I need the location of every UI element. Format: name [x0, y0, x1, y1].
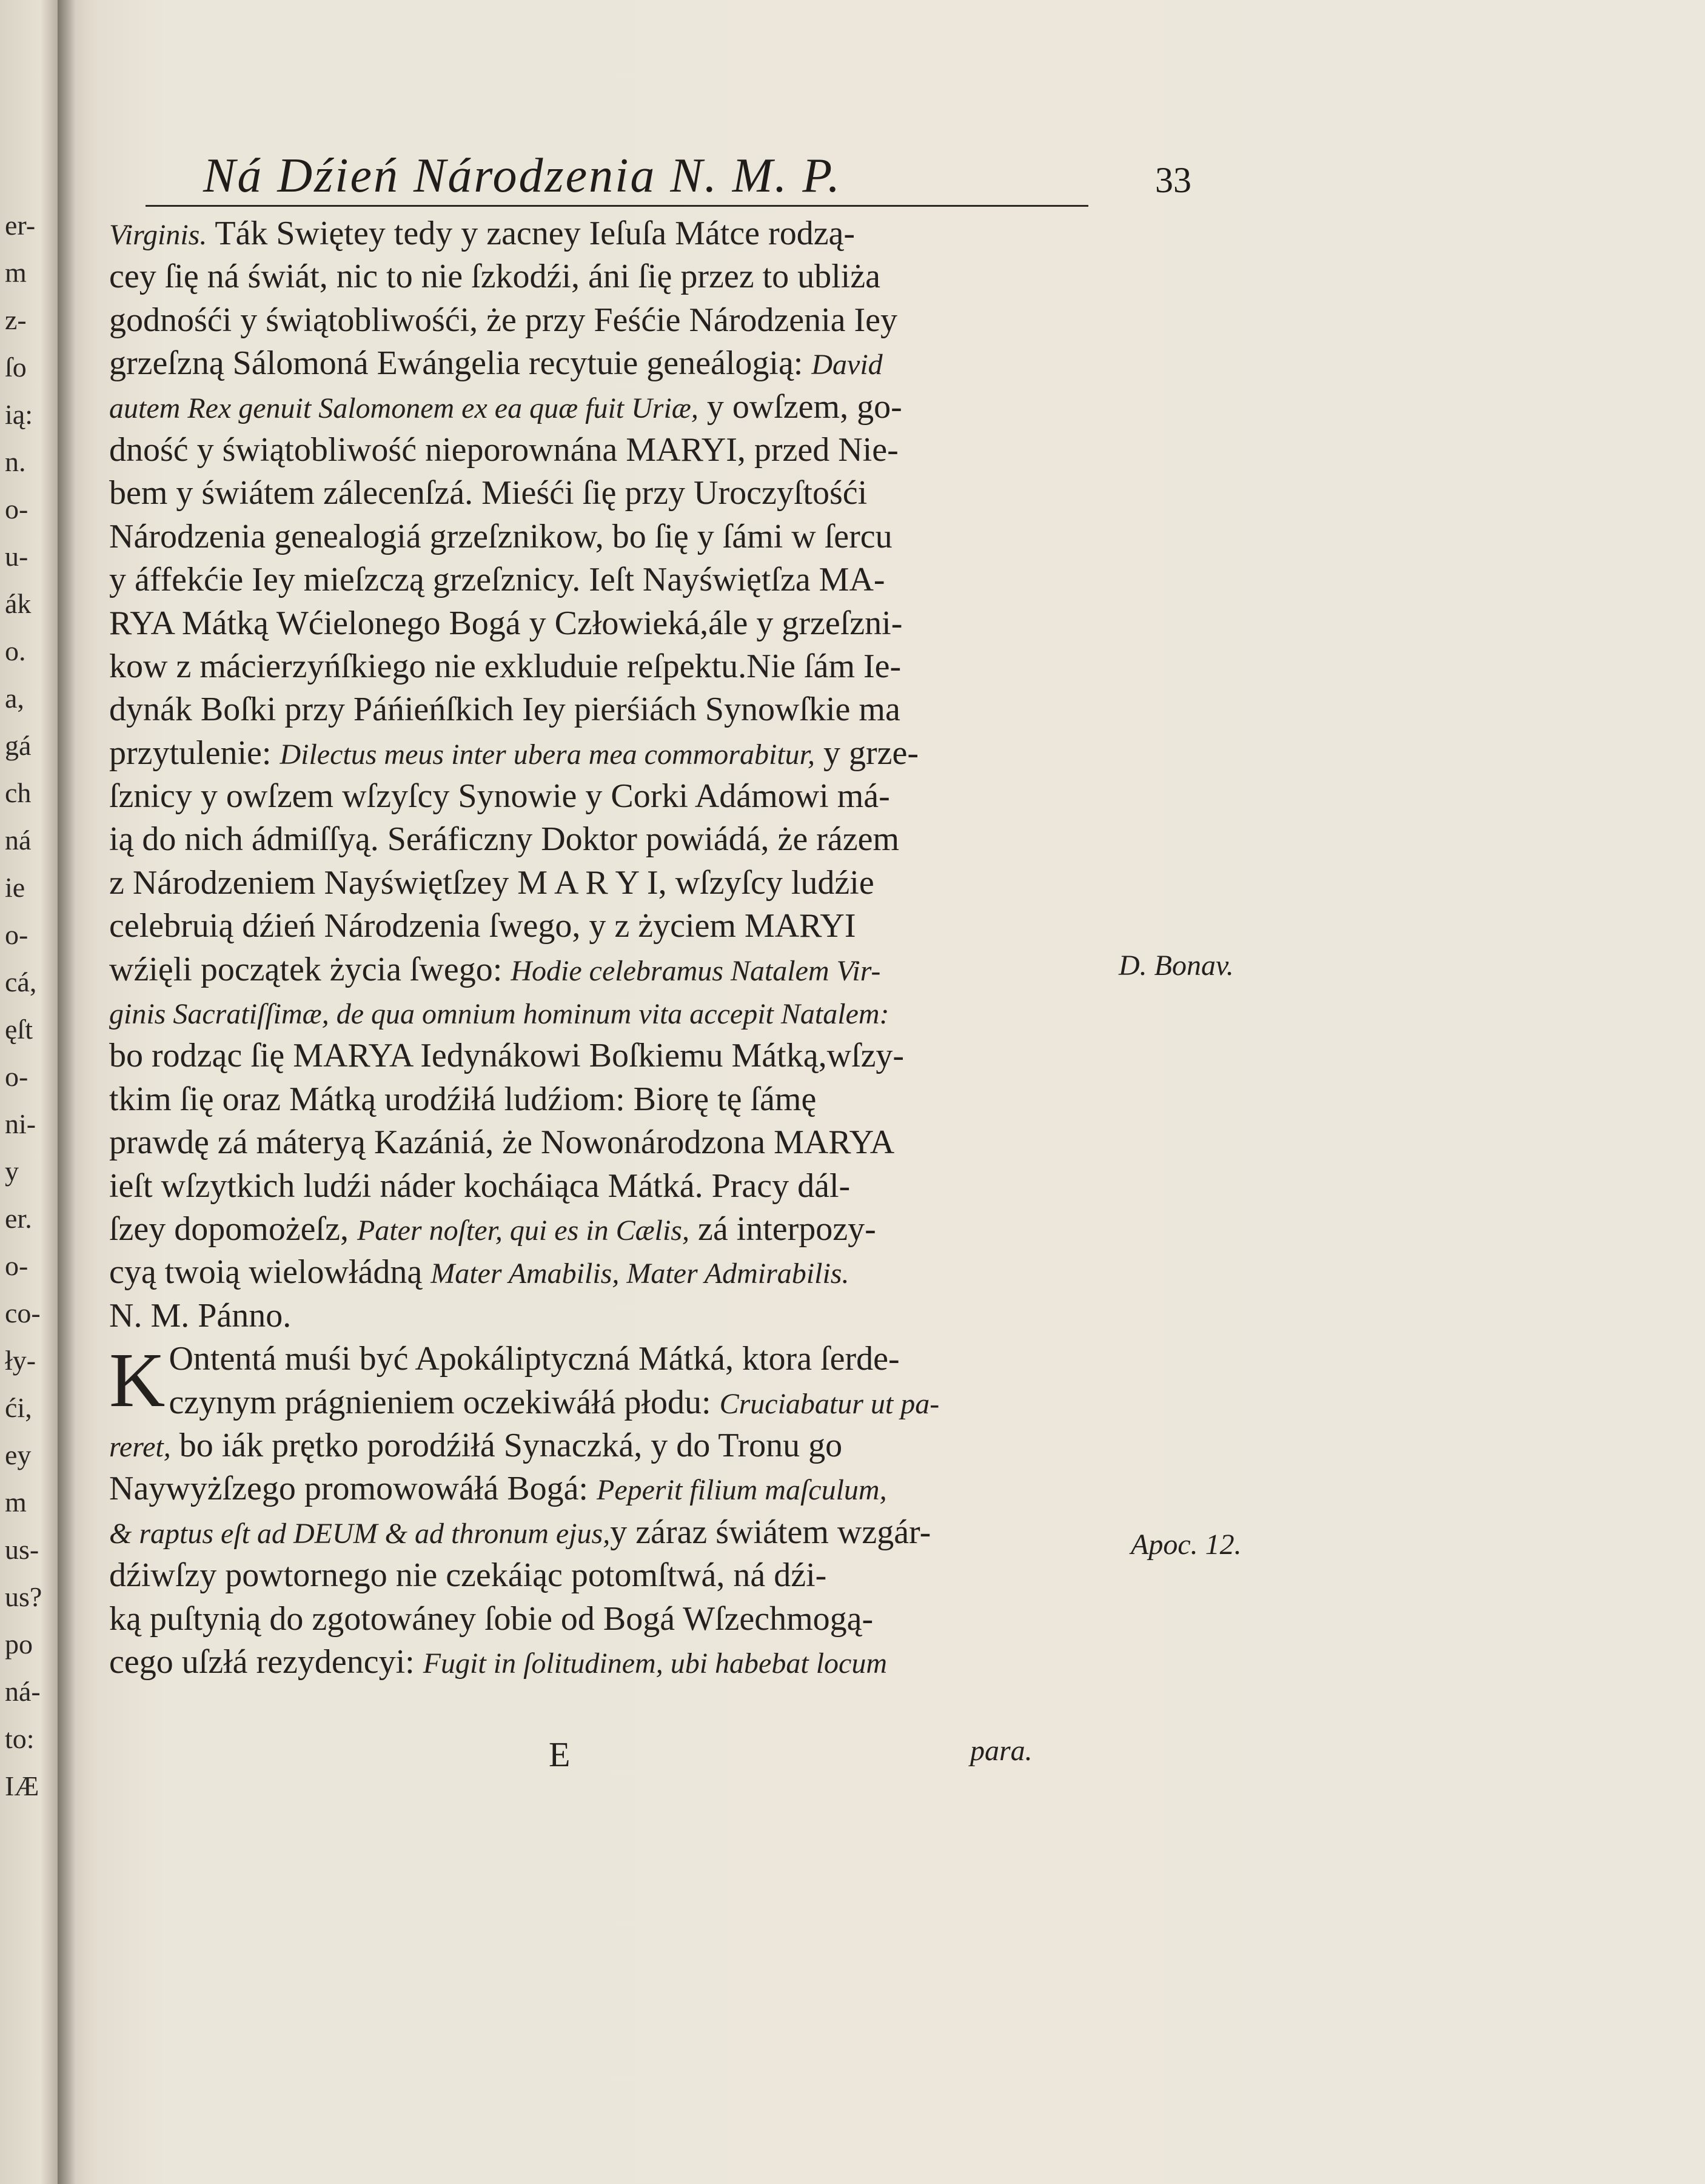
text-line: ginis Sacratiſſimæ, de qua omnium hominum vita accepit Natalem: — [109, 998, 889, 1031]
page-number: 33 — [1155, 160, 1191, 200]
facing-page-fragment: cá, — [5, 966, 37, 997]
facing-page-fragment: a, — [5, 683, 24, 714]
gutter-shadow — [58, 0, 76, 2184]
text-line: dynák Boſki przy Páńieńſkich Iey pierśiách Synowſkie ma — [109, 691, 900, 729]
text-line: celebruią dźień Národzenia ſwego, y z życiem MARYI — [109, 907, 856, 945]
facing-page-fragment: o. — [5, 635, 26, 666]
facing-page-fragment: z- — [5, 304, 27, 335]
text-line: prawdę zá máteryą Kazániá, że Nowonárodzona MARYA — [109, 1124, 895, 1162]
facing-page-fragment: co- — [5, 1298, 41, 1328]
margin-note-apocalypse: Apoc. 12. — [1131, 1529, 1242, 1561]
text-line: dność y świątobliwość nieporownána MARYI, przed Nie- — [109, 430, 899, 469]
text-line: N. M. Pánno. — [109, 1296, 292, 1335]
facing-page-fragment: ch — [5, 777, 32, 808]
text-line: przytulenie: Dilectus meus inter ubera mea commorabitur, y grze- — [109, 734, 919, 772]
text-line: ią do nich ádmiſſyą. Seráficzny Doktor powiádá, że rázem — [109, 820, 900, 859]
text-line: czynym prágnieniem oczekiwáłá płodu: Cruciabatur ut pa- — [169, 1383, 940, 1421]
text-line: ką puſtynią do zgotowáney ſobie od Bogá Wſzechmogą- — [109, 1599, 874, 1638]
text-line: z Národzeniem Nayświętſzey M A R Y I, wſzyſcy ludźie — [109, 863, 874, 902]
text-line: Naywyżſzego promowowáłá Bogá: Peperit filium maſculum, — [109, 1470, 887, 1508]
facing-page-fragment: ły- — [5, 1345, 36, 1376]
text-line: ſznicy y owſzem wſzyſcy Synowie y Corki Adámowi má- — [109, 777, 890, 816]
facing-page-fragment: ná- — [5, 1676, 41, 1707]
facing-page-fragment: ák — [5, 588, 32, 619]
text-line: tkim ſię oraz Mátką urodźiłá ludźiom: Biorę tę ſámę — [109, 1080, 817, 1118]
facing-page-fragment: n. — [5, 446, 26, 477]
facing-page-fragment: o- — [5, 1250, 28, 1281]
facing-page-fragment: ie — [5, 872, 25, 903]
facing-page-fragment: o- — [5, 919, 28, 950]
text-line: grzeſzną Sálomoná Ewángelia recytuie geneálogią: David — [109, 344, 883, 383]
text-line: cego uſzłá rezydencyi: Fugit in ſolitudinem, ubi habebat locum — [109, 1643, 887, 1681]
facing-page-fragment: er- — [5, 210, 36, 241]
text-line: cey ſię ná świát, nic to nie ſzkodźi, áni ſię przez to ubliża — [109, 258, 880, 296]
facing-page-fragment: er. — [5, 1203, 32, 1234]
facing-page-fragment: m — [5, 1487, 27, 1518]
text-line: y áffekćie Iey mieſzczą grzeſznicy. Ieſt Nayświętſza MA- — [109, 561, 885, 599]
facing-page-fragment: ey — [5, 1439, 32, 1470]
facing-page-fragment: ná — [5, 825, 32, 856]
text-line: reret, bo iák prętko porodźiłá Synaczká, y do Tronu go — [109, 1426, 843, 1464]
text-line: ſzey dopomożeſz, Pater noſter, qui es in Cælis, zá interpozy- — [109, 1210, 876, 1248]
facing-page-fragment: ſo — [5, 352, 27, 383]
facing-page-fragment: ęſt — [5, 1014, 33, 1045]
facing-page-fragment: o- — [5, 494, 28, 524]
signature-mark: E — [549, 1735, 571, 1774]
header-rule — [146, 205, 1088, 207]
facing-page-fragment: ći, — [5, 1392, 32, 1423]
margin-note-bonaventure: D. Bonav. — [1119, 950, 1234, 982]
facing-page-fragment: ią: — [5, 399, 33, 430]
facing-page-fragment: o- — [5, 1061, 28, 1092]
text-line: bo rodząc ſię MARYA Iedynákowi Boſkiemu Mátką,wſzy- — [109, 1037, 905, 1075]
facing-page-fragment: us? — [5, 1581, 42, 1612]
text-line: dźiwſzy powtornego nie czekáiąc potomſtwá, ná dźi- — [109, 1556, 827, 1595]
catchword: para. — [970, 1735, 1033, 1767]
drop-cap: K — [109, 1337, 166, 1424]
running-title: Ná Dźień Národzenia N. M. P. — [203, 149, 842, 203]
text-line: K Ontentá muśi być Apokáliptyczná Mátká, ktora ſerde- — [109, 1337, 900, 1424]
facing-page-fragment: us- — [5, 1534, 39, 1565]
facing-page-fragment: ni- — [5, 1108, 36, 1139]
facing-page-fragment: u- — [5, 541, 28, 572]
text-line: Národzenia genealogiá grzeſznikow, bo ſię y ſámi w ſercu — [109, 517, 893, 555]
text-line: kow z mácierzyńſkiego nie exkluduie reſpektu.Nie ſám Ie- — [109, 647, 902, 685]
text-line: cyą twoią wielowłádną Mater Amabilis, Mater Admirabilis. — [109, 1253, 849, 1291]
facing-page-fragment: gá — [5, 730, 32, 761]
text-line: wźięli początek życia ſwego: Hodie celebramus Natalem Vir- — [109, 950, 881, 988]
facing-page-fragment: po — [5, 1629, 33, 1660]
text-line: bem y świátem zálecenſzá. Mieśći ſię przy Uroczyſtośći — [109, 474, 868, 512]
facing-page-fragment: to: — [5, 1723, 35, 1754]
text-line: ieſt wſzytkich ludźi náder kocháiąca Mátká. Pracy dál- — [109, 1167, 851, 1205]
facing-page-fragment: y — [5, 1156, 19, 1187]
text-line: godnośći y świątobliwośći, że przy Feśćie Národzenia Iey — [109, 301, 898, 339]
text-line: RYA Mátką Wćielonego Bogá y Człowieká,ále y grzeſzni- — [109, 604, 903, 642]
text-line: Virginis. Ták Swiętey tedy y zacney Ieſuſa Mátce rodzą- — [109, 215, 856, 252]
facing-page-fragment: IÆ — [5, 1770, 39, 1801]
page-header — [146, 149, 1191, 203]
text-line: autem Rex genuit Salomonem ex ea quæ fuit Uriæ, y owſzem, go- — [109, 387, 902, 426]
body-text — [109, 212, 1104, 1684]
facing-page-fragment: m — [5, 257, 27, 288]
text-line: & raptus eſt ad DEUM & ad thronum ejus,y záraz świátem wzgár- — [109, 1513, 931, 1551]
